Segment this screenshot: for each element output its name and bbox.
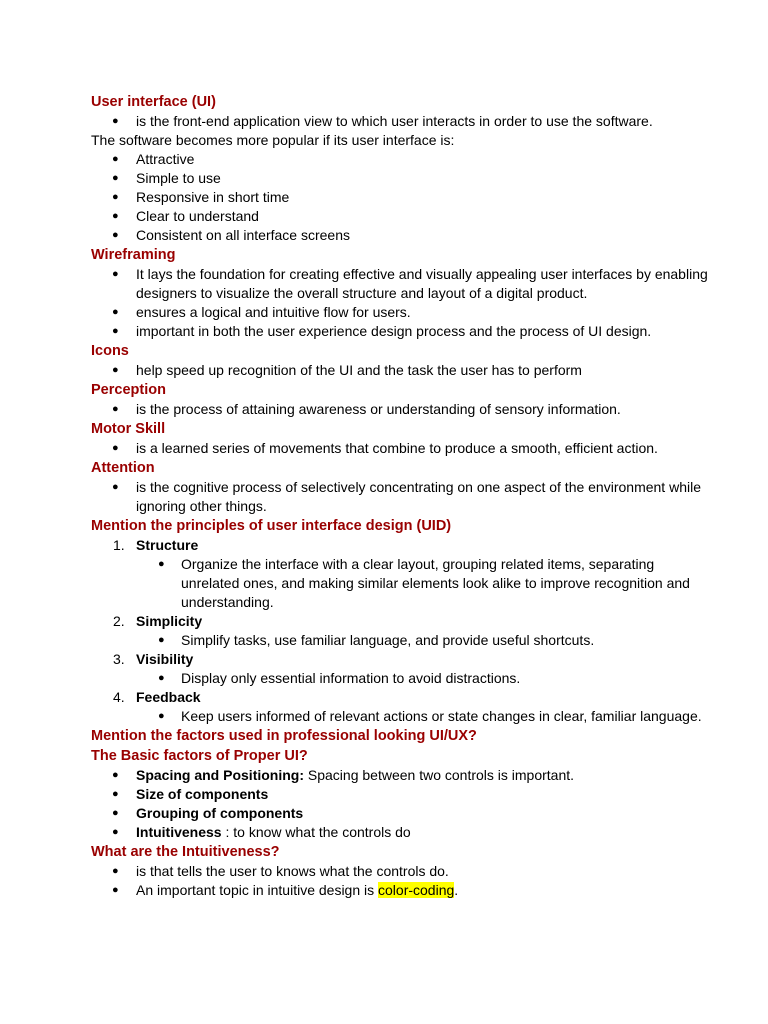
heading-motor-skill: Motor Skill [91,421,166,437]
ui-definition-list [91,112,708,131]
factor-name: Size of components [136,786,269,802]
list-item: ● Attractive [91,150,708,169]
principle-item [91,612,708,650]
list-item: ● Clear to understand [91,207,708,226]
list-item [91,881,708,900]
perception-list [91,400,708,419]
list-item: ● Display only essential information to avoid distractions. [91,669,708,688]
heading-perception: Perception [91,382,166,398]
list-item [91,766,708,785]
list-item: ● It lays the foundation for creating effective and visually appealing user interfaces by enabling designers to visualize the overall structure and layout of a digital product. [91,265,708,303]
principle-desc-list [136,707,708,726]
heading-user-interface: User interface (UI) [91,94,216,110]
highlighted-term: color-coding [378,882,455,898]
list-item [91,804,708,823]
heading-professional-factors: Mention the factors used in professional looking UI/UX? [91,728,477,744]
principle-desc-list [136,631,708,650]
motor-skill-list [91,439,708,458]
list-item: ● Simple to use [91,169,708,188]
heading-icons: Icons [91,343,129,359]
factor-name: Spacing and Positioning: [136,767,304,783]
list-item: ● is a learned series of movements that combine to produce a smooth, efficient action. [91,439,708,458]
list-item: ● important in both the user experience design process and the process of UI design. [91,322,708,341]
principle-name: Simplicity [136,613,203,629]
heading-uid-principles: Mention the principles of user interface design (UID) [91,518,452,534]
heading-intuitiveness: What are the Intuitiveness? [91,844,280,860]
list-item [91,823,708,842]
list-item: ● Consistent on all interface screens [91,226,708,245]
principle-desc-list [136,555,708,612]
list-item [91,785,708,804]
text-run: An important topic in intuitive design is [136,882,379,898]
factor-name: Grouping of components [136,805,304,821]
factor-desc: Spacing between two controls is important. [304,767,575,783]
uid-principles-list [91,536,708,726]
list-number: 4. [113,689,125,705]
list-item: ● Responsive in short time [91,188,708,207]
text-run: . [454,882,459,898]
principle-name: Structure [136,537,199,553]
list-item: ● is the front-end application view to which user interacts in order to use the software. [91,112,708,131]
heading-wireframing: Wireframing [91,247,176,263]
intuitiveness-list [91,862,708,900]
ui-qualities-list [91,150,708,245]
list-item: ● is that tells the user to knows what the controls do. [91,862,708,881]
list-item: ● Simplify tasks, use familiar language, and provide useful shortcuts. [91,631,708,650]
heading-attention: Attention [91,460,155,476]
list-item: ● is the process of attaining awareness or understanding of sensory information. [91,400,708,419]
principle-name: Feedback [136,689,201,705]
list-number: 3. [113,651,125,667]
principle-name: Visibility [136,651,194,667]
attention-list [91,478,708,516]
heading-basic-factors: The Basic factors of Proper UI? [91,748,308,764]
basic-factors-list [91,766,708,842]
icons-list [91,361,708,380]
factor-desc: : to know what the controls do [221,824,411,840]
principle-item [91,536,708,612]
principle-item [91,650,708,688]
ui-intro-text: The software becomes more popular if its user interface is: [91,132,455,148]
list-item: ● ensures a logical and intuitive flow for users. [91,303,708,322]
list-number: 2. [113,613,125,629]
principle-desc-list [136,669,708,688]
list-item: ● is the cognitive process of selectively concentrating on one aspect of the environment while ignoring other things. [91,478,708,516]
list-number: 1. [113,537,125,553]
factor-name: Intuitiveness [136,824,222,840]
list-item: ● help speed up recognition of the UI and the task the user has to perform [91,361,708,380]
list-item: ● Keep users informed of relevant actions or state changes in clear, familiar language. [91,707,708,726]
list-item: ● Organize the interface with a clear layout, grouping related items, separating unrelated ones, and making similar elements look alike to improve recognition and understanding. [91,555,708,612]
principle-item [91,688,708,726]
wireframing-list [91,265,708,341]
